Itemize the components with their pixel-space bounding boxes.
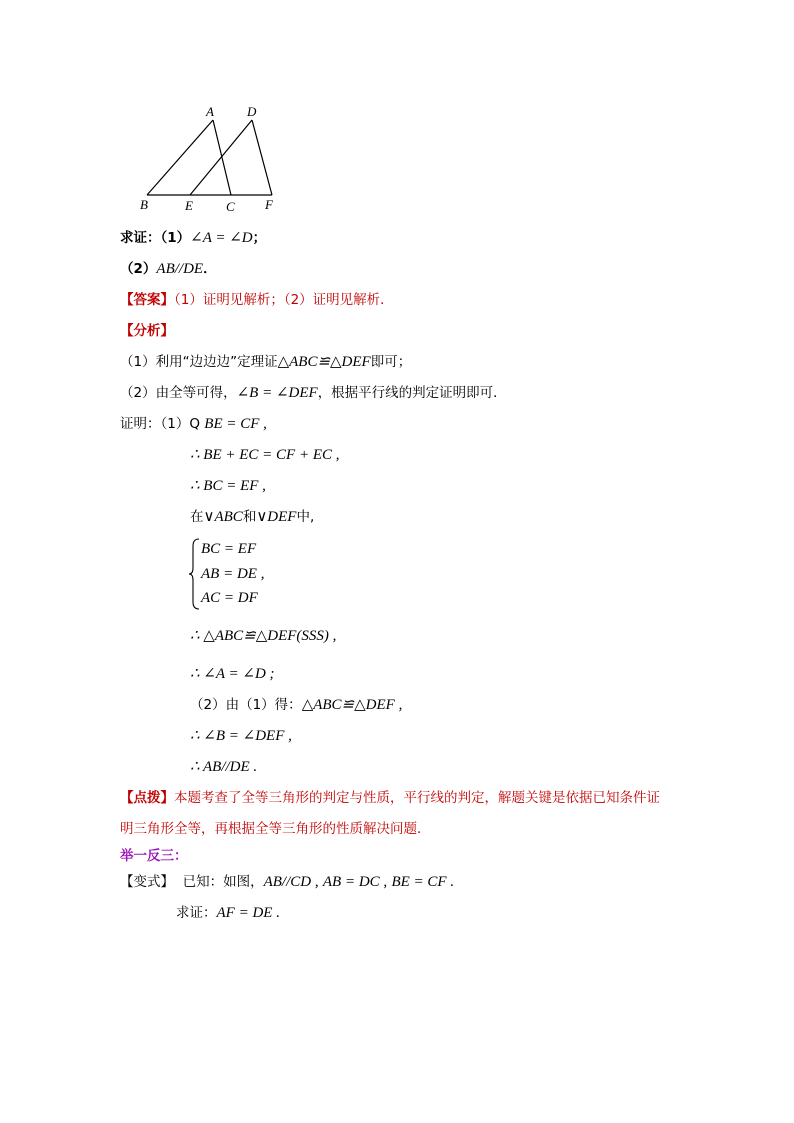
tip-tag: 【点拨】	[120, 790, 174, 806]
variant-given-m3: BE = CF .	[391, 874, 455, 890]
segment-DE	[190, 120, 252, 195]
analysis-line-2	[120, 384, 507, 402]
variant-given-m2: AB = DC ,	[322, 874, 388, 890]
segment-AB	[147, 120, 213, 195]
proof-l6: ∴ ∠A = ∠D ;	[190, 666, 275, 682]
analysis-line1-pre: （1）利用“边边边”定理证	[120, 354, 278, 370]
analysis-line1-post: 即可；	[370, 354, 412, 370]
prove-part2-math: AB//DE	[156, 261, 204, 277]
tip-line-1	[120, 789, 660, 807]
analysis-line1-math: △ABC≌△DEF	[277, 354, 371, 370]
proof-l8: ∴ AB//DE .	[190, 759, 258, 775]
analysis-line2-pre: （2）由全等可得，	[120, 385, 237, 401]
variant-prove-line	[176, 904, 280, 922]
answer-line	[120, 291, 394, 309]
analysis-line2-post: ，根据平行线的判定证明即可．	[317, 385, 507, 401]
proof-l7: ∴ ∠B = ∠DEF ,	[190, 728, 292, 744]
variant-prove-math: AF = DE .	[216, 905, 280, 921]
variant-tag: 【变式】	[120, 874, 174, 890]
system-eq-3: AC = DF	[201, 590, 258, 606]
prove-part1-num: （1）	[160, 230, 191, 246]
proof-l3: ∴ BC = EF ,	[190, 478, 266, 494]
tip-line1-text: 本题考查了全等三角形的判定与性质，平行线的判定，解题关键是依据已知条件证	[174, 790, 660, 806]
proof-p2-math: △ABC≌△DEF ,	[301, 697, 403, 713]
proof-line-start	[120, 415, 267, 433]
proof-l4-post: 中,	[296, 509, 315, 525]
variant-given-pre: 已知：如图，	[174, 874, 264, 890]
example-heading: 举一反三：	[120, 848, 188, 864]
proof-because-symbol: Q	[189, 416, 200, 432]
system-eq-1: BC = EF	[201, 541, 257, 557]
answer-text: （1）证明见解析；（2）证明见解析．	[174, 292, 394, 308]
proof-start: 证明：（1）	[120, 416, 190, 432]
answer-tag: 【答案】	[120, 292, 174, 308]
prove-label: 求证：	[120, 230, 161, 246]
variant-prove-label: 求证：	[176, 905, 217, 921]
prove-part2-end: ．	[203, 261, 217, 277]
variant-line	[120, 873, 454, 891]
prove-line-1	[120, 229, 266, 247]
prove-part2-num: （2）	[120, 261, 157, 277]
label-F: F	[265, 197, 273, 212]
prove-part1-end: ；	[252, 230, 267, 246]
proof-l4-pre: 在	[190, 509, 204, 525]
proof-l2: ∴ BE + EC = CF + EC ,	[190, 447, 340, 463]
variant-given-m1: AB//CD ,	[263, 874, 319, 890]
label-C: C	[226, 199, 235, 214]
label-D: D	[247, 104, 257, 119]
analysis-line-1	[120, 353, 411, 371]
tip-line-2: 明三角形全等，再根据全等三角形的性质解决问题．	[120, 821, 431, 837]
analysis-line2-math: ∠B = ∠DEF	[236, 385, 318, 401]
proof-l4-t1: ∨ABC	[203, 509, 243, 525]
proof-l1: BE = CF ,	[204, 416, 267, 432]
proof-part2	[190, 696, 402, 714]
prove-line-2	[120, 260, 217, 278]
proof-p2-pre: （2）由（1）得：	[190, 697, 302, 713]
segment-DF	[252, 120, 272, 195]
prove-part1-math: ∠A = ∠D	[190, 230, 253, 246]
system-brace	[189, 538, 201, 610]
label-A: A	[206, 104, 214, 119]
system-eq-2: AB = DE ,	[201, 566, 265, 582]
proof-l4-mid: 和	[242, 509, 257, 525]
triangle-figure	[130, 98, 290, 218]
proof-l4-t2: ∨DEF	[256, 509, 297, 525]
proof-l4	[190, 508, 314, 526]
label-E: E	[185, 198, 193, 213]
segment-AC	[213, 120, 231, 195]
analysis-tag: 【分析】	[120, 323, 174, 339]
proof-l5: ∴ △ABC≌△DEF(SSS) ,	[190, 628, 337, 644]
label-B: B	[140, 197, 148, 212]
